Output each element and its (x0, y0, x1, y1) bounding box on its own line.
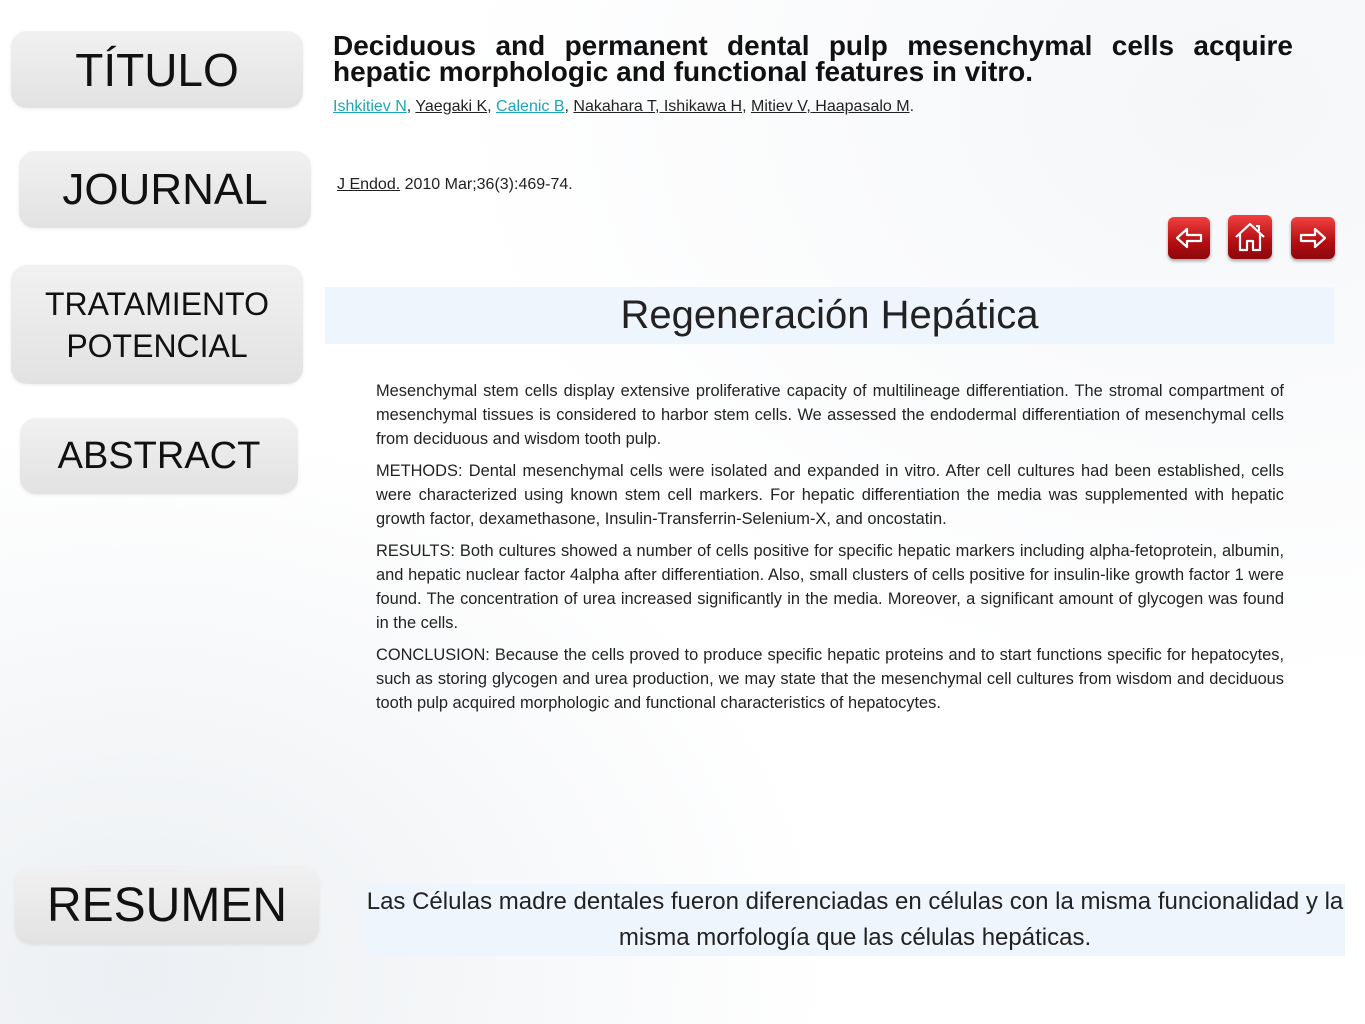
home-icon (1233, 221, 1267, 253)
abstract-text (376, 379, 1284, 723)
abstract-paragraph-methods: METHODS: Dental mesenchymal cells were isolated and expanded in vitro. After cell cultures had been established, cells were characterized using known stem cell markers. For hepatic differentiation the media was supplemented with hepatic growth factor, dexamethasone, Insulin-Transferrin-Selenium-X, and oncostatin. (376, 462, 1284, 528)
label-abstract-text: ABSTRACT (57, 434, 261, 477)
article-title: Deciduous and permanent dental pulp mesenchymal cells acquire hepatic morphologic and functional features in vitro. (333, 30, 1293, 87)
back-button[interactable] (1168, 217, 1210, 259)
author-link-3[interactable]: Nakahara T, Ishikawa H (573, 98, 743, 115)
next-button[interactable] (1291, 217, 1335, 259)
abstract-paragraph-results: RESULTS: Both cultures showed a number of cells positive for specific hepatic markers including alpha-fetoprotein, albumin, and hepatic nuclear factor 4alpha after differentiation. Also, small clusters of cells positive for insulin-like growth factor 1 were found. The concentration of urea increased significantly in the media. Moreover, a significant amount of glycogen was found in the cells. (376, 542, 1284, 632)
label-abstract (20, 418, 298, 494)
author-link-0[interactable]: Ishkitiev N (333, 98, 407, 115)
author-link-1[interactable]: Yaegaki K (415, 98, 488, 115)
home-button[interactable] (1228, 215, 1272, 259)
section-title: Regeneración Hepática (325, 287, 1334, 344)
label-journal (19, 151, 311, 228)
label-resumen (15, 867, 319, 944)
label-tratamiento-line2: POTENCIAL (66, 327, 248, 364)
back-arrow-icon (1174, 226, 1204, 250)
author-list: Ishkitiev N, Yaegaki K, Calenic B, Nakahara T, Ishikawa H, Mitiev V, Haapasalo M. (333, 98, 915, 115)
label-titulo-text: TÍTULO (75, 43, 239, 96)
label-journal-text: JOURNAL (62, 164, 268, 214)
abstract-paragraph-intro: Mesenchymal stem cells display extensive proliferative capacity of multilineage differentiation. The stromal compartment of mesenchymal tissues is considered to harbor stem cells. We assessed the endodermal differentiation of mesenchymal cells from deciduous and wisdom tooth pulp. (376, 382, 1284, 448)
label-tratamiento-potencial (11, 265, 303, 384)
journal-citation-text: 2010 Mar;36(3):469-74. (400, 176, 573, 193)
author-link-2[interactable]: Calenic B (496, 98, 565, 115)
label-resumen-text: RESUMEN (46, 879, 288, 932)
author-link-4[interactable]: Mitiev V, Haapasalo M (750, 98, 910, 115)
abstract-paragraph-conclusion: CONCLUSION: Because the cells proved to produce specific hepatic proteins and to start functions specific for hepatocytes, such as storing glycogen and urea production, we may state that the mesenchymal cell cultures from wisdom and deciduous tooth pulp acquired morphologic and functional characteristics of hepatocytes. (376, 646, 1284, 712)
resumen-text: Las Células madre dentales fueron diferenciadas en células con la misma funcionalidad y la misma morfología que las células hepáticas. (365, 884, 1345, 956)
journal-link[interactable]: J Endod. (337, 176, 401, 193)
label-tratamiento-line1: TRATAMIENTO (45, 285, 269, 322)
journal-citation (337, 176, 573, 194)
next-arrow-icon (1298, 226, 1328, 250)
label-titulo (11, 31, 303, 108)
